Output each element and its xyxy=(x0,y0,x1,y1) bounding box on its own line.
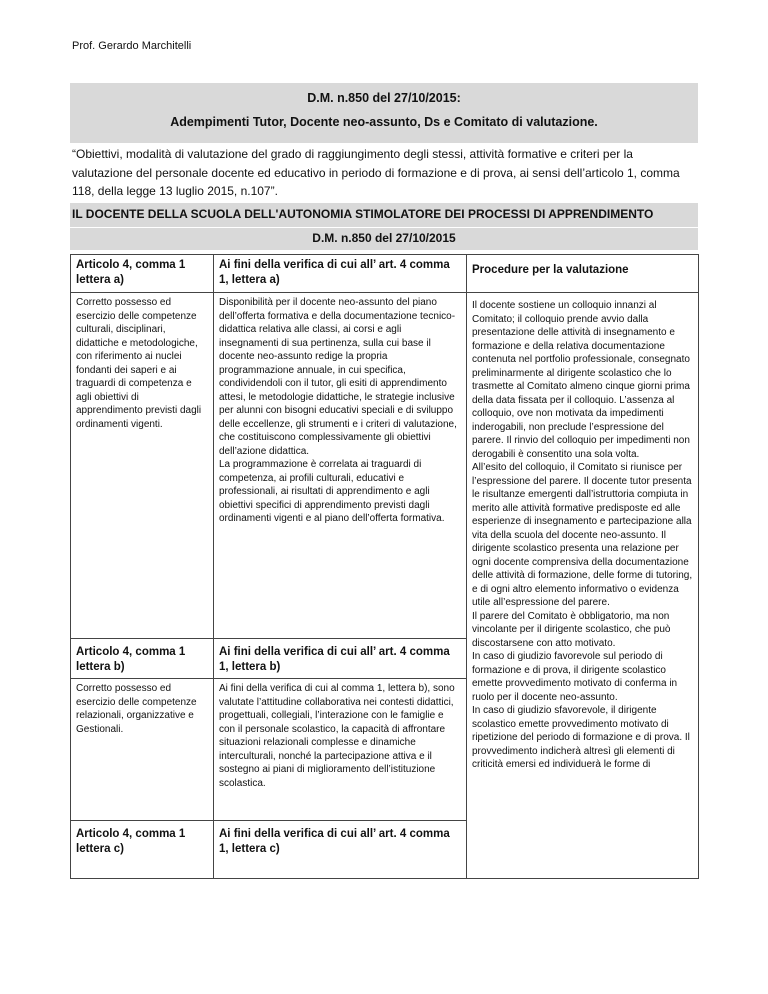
evaluation-table xyxy=(70,254,699,879)
table-row xyxy=(71,255,699,293)
procedure-paragraph: Il parere del Comitato è obbligatorio, ma non vincolante per il dirigente scolastico, che può discostarsene con atto motivato. xyxy=(472,610,671,649)
row-a-col2-header: Ai fini della verifica di cui all’ art. 4 comma 1, lettera a) xyxy=(214,255,467,293)
procedure-header: Procedure per la valutazione xyxy=(467,255,699,293)
row-b-col2-header: Ai fini della verifica di cui all’ art. 4 comma 1, lettera b) xyxy=(214,639,467,679)
row-a-col2-text xyxy=(214,293,467,639)
row-b-col1-text: Corretto possesso ed esercizio delle competenze relazionali, organizzative e Gestionali. xyxy=(71,679,214,821)
row-b-col1-header: Articolo 4, comma 1 lettera b) xyxy=(71,639,214,679)
procedure-paragraph: In caso di giudizio favorevole sul periodo di formazione e di prova, il dirigente scolastico emette provvedimento motivato di conferma in ruolo per il docente neo-assunto. xyxy=(472,651,678,703)
row-c-col1-header: Articolo 4, comma 1 lettera c) xyxy=(71,821,214,879)
row-c-col2-header: Ai fini della verifica di cui all’ art. 4 comma 1, lettera c) xyxy=(214,821,467,879)
procedure-text xyxy=(467,293,699,879)
row-a-col1-header: Articolo 4, comma 1 lettera a) xyxy=(71,255,214,293)
procedure-paragraph: In caso di giudizio sfavorevole, il dirigente scolastico emette provvedimento motivato di ripetizione del periodo di formazione e di prova. Il provvedimento indicherà altresì gli elementi di criticità emersi ed individuerà le forme di xyxy=(472,705,690,770)
section-heading: IL DOCENTE DELLA SCUOLA DELL'AUTONOMIA STIMOLATORE DEI PROCESSI DI APPRENDIMENTO xyxy=(70,203,698,227)
row-b-col2-text: Ai fini della verifica di cui al comma 1, lettera b), sono valutate l’attitudine collaborativa nei contesti didattici, progettuali, collegiali, l’interazione con le famiglie e con il personale scolastico, la capacità di affrontare situazioni relazionali complesse e dinamiche interculturali, nonché la partecipazione attiva e il sostegno ai piani di miglioramento dell’istituzione scolastica. xyxy=(214,679,467,821)
row-a-col2-paragraph: Disponibilità per il docente neo-assunto del piano dell’offerta formativa e della documentazione tecnico-didattica relativa alle classi, ai corsi e agli insegnamenti di sua pertinenza, sulla cui base il docente neo-assunto redige la propria programmazione annuale, in cui specifica, condividendoli con il tutor, gli esiti di apprendimento attesi, le metodologie didattiche, le strategie inclusive per alunni con bisogni educativi speciali e di sviluppo delle eccellenze, gli strumenti e i criteri di valutazione, che costituiscono complessivamente gli obiettivi dell’azione didattica. xyxy=(219,297,457,457)
header-author: Prof. Gerardo Marchitelli xyxy=(72,40,192,52)
row-a-col1-text: Corretto possesso ed esercizio delle competenze culturali, disciplinari, didattiche e metodologiche, con riferimento ai nuclei fondanti dei saperi e ai traguardi di competenza e agli obiettivi di apprendimento previsti dagli ordinamenti vigenti. xyxy=(71,293,214,639)
title-line-1: D.M. n.850 del 27/10/2015: xyxy=(307,91,461,105)
title-line-2: Adempimenti Tutor, Docente neo-assunto, Ds e Comitato di valutazione. xyxy=(170,115,598,129)
row-a-col2-paragraph: La programmazione è correlata ai traguardi di competenza, ai profili culturali, educativi e professionali, ai risultati di apprendimento e agli obiettivi specifici di apprendimento previsti dagli ordinamenti vigenti e al piano dell’offerta formativa. xyxy=(219,459,445,524)
procedure-paragraph: All’esito del colloquio, il Comitato si riunisce per l’espressione del parere. Il docente tutor presenta le risultanze emergenti dall’istruttoria compiuta in merito alle attività formative predisposte ed alle esperienze di insegnamento e partecipazione alla vita della scuola del docente neo-assunto. Il dirigente scolastico presenta una relazione per ogni docente comprensiva della documentazione delle attività di formazione, delle forme di tutoring, e di ogni altro elemento informativo o evidenza utile all’espressione del parere. xyxy=(472,462,693,608)
decree-quote: “Obiettivi, modalità di valutazione del grado di raggiungimento degli stessi, attività formative e criteri per la valutazione del personale docente ed educativo in periodo di formazione e di prova, ai sensi dell’articolo 1, comma 118, della legge 13 luglio 2015, n.107”. xyxy=(72,147,680,198)
section-subheading: D.M. n.850 del 27/10/2015 xyxy=(70,228,698,250)
procedure-paragraph: Il docente sostiene un colloquio innanzi al Comitato; il colloquio prende avvio dalla presentazione delle attività di insegnamento e formazione e della relativa documentazione contenuta nel portfolio professionale, consegnato preliminarmente al dirigente scolastico che lo trasmette al Comitato almeno cinque giorni prima della data fissata per il colloquio. L’assenza al colloquio, ove non motivata da impedimenti inderogabili, non preclude l’espressione del parere. Il rinvio del colloquio per impedimenti non derogabili è consentito una sola volta. xyxy=(472,300,690,460)
table-row xyxy=(71,293,699,639)
title-block xyxy=(70,83,698,143)
